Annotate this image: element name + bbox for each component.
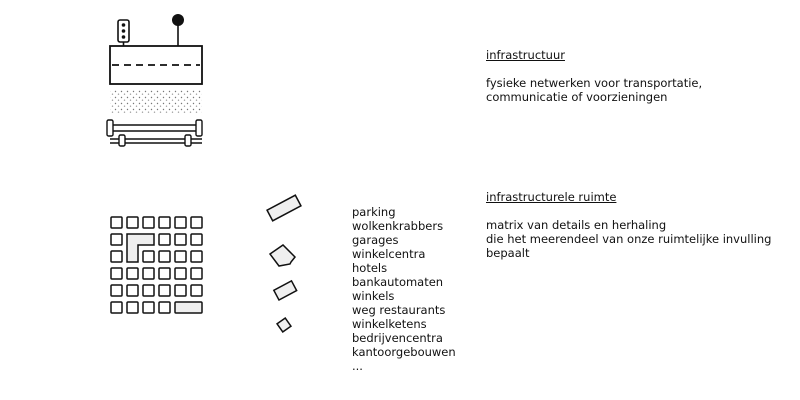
list-item: bankautomaten xyxy=(352,275,444,289)
section1-description-line: fysieke netwerken voor transportatie, xyxy=(486,76,703,90)
list-item: winkelcentra xyxy=(352,247,426,261)
building-small-icon xyxy=(277,318,291,332)
building-long-icon xyxy=(267,195,301,221)
list-item: ... xyxy=(352,359,363,373)
list-item: weg restaurants xyxy=(352,303,446,317)
list-item: winkels xyxy=(352,289,395,303)
section2-description-line: matrix van details en herhaling xyxy=(486,218,667,232)
list-item: garages xyxy=(352,233,399,247)
list-item: wolkenkrabbers xyxy=(352,219,444,233)
list-item: winkelketens xyxy=(352,317,427,331)
section2-heading: infrastructurele ruimte xyxy=(486,190,617,204)
section2-description-line: bepaalt xyxy=(486,246,530,260)
section1-description xyxy=(486,76,702,104)
section2-description xyxy=(486,218,771,260)
list-item: bedrijvencentra xyxy=(352,331,443,345)
list-item: kantoorgebouwen xyxy=(352,345,456,359)
section1-description-line: communicatie of voorzieningen xyxy=(486,90,668,104)
section2-description-line: die het meerendeel van onze ruimtelijke invulling xyxy=(486,232,772,246)
list-item: parking xyxy=(352,205,396,219)
building-medium-icon xyxy=(274,281,297,300)
building-l-shape-icon xyxy=(270,245,295,266)
infrastructure-list xyxy=(352,205,456,373)
section1-heading: infrastructuur xyxy=(486,48,565,62)
list-item: hotels xyxy=(352,261,388,275)
